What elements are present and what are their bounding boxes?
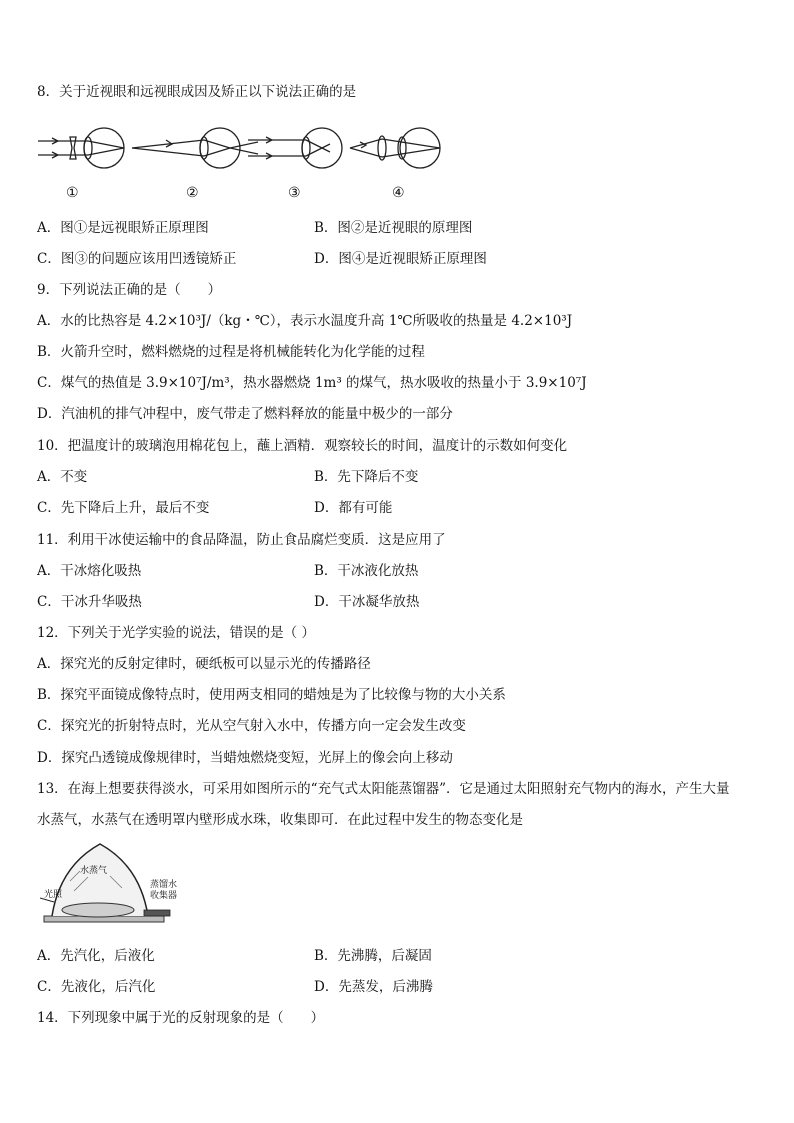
q13-stem-line2: 水蒸气，水蒸气在透明罩内壁形成水珠，收集即可．在此过程中发生的物态变化是 bbox=[37, 812, 523, 828]
eye-diagram-2 bbox=[132, 128, 258, 168]
q10-stem: 10．把温度计的玻璃泡用棉花包上，蘸上酒精．观察较长的时间，温度计的示数如何变化 bbox=[37, 438, 568, 454]
q9-option-a: A．水的比热容是 4.2×10³J/（kg・℃），表示水温度升高 1℃所吸收的热量是 4.2×10³J bbox=[37, 313, 573, 329]
figure-label-4: ④ bbox=[392, 185, 405, 201]
eye-diagram-1 bbox=[38, 128, 124, 168]
q13-stem-line1: 13．在海上想要获得淡水，可采用如图所示的“充气式太阳能蒸馏器”．它是通过太阳照射充气物内的海水，产生大量 bbox=[37, 781, 730, 797]
q9-option-d: D．汽油机的排气冲程中，废气带走了燃料释放的能量中极少的一部分 bbox=[37, 406, 453, 422]
figure-label-2: ② bbox=[186, 185, 199, 201]
q12-option-a: A．探究光的反射定律时，硬纸板可以显示光的传播路径 bbox=[37, 656, 371, 672]
q13-option-d: D．先蒸发，后沸腾 bbox=[314, 979, 433, 995]
q11-stem: 11．利用干冰使运输中的食品降温，防止食品腐烂变质．这是应用了 bbox=[37, 532, 446, 548]
q10-option-a: A．不变 bbox=[37, 469, 88, 485]
q12-option-b: B．探究平面镜成像特点时，使用两支相同的蜡烛是为了比较像与物的大小关系 bbox=[37, 687, 506, 703]
q12-stem: 12．下列关于光学实验的说法，错误的是（ ） bbox=[37, 625, 315, 641]
figure-label-collector-1: 蒸馏水 bbox=[150, 880, 178, 890]
q10-option-d: D．都有可能 bbox=[314, 500, 393, 516]
q13-option-c: C．先液化，后汽化 bbox=[37, 979, 156, 995]
q8-option-a: A．图①是远视眼矫正原理图 bbox=[37, 220, 209, 236]
figure-label-1: ① bbox=[66, 185, 79, 201]
q12-option-d: D．探究凸透镜成像规律时，当蜡烛燃烧变短，光屏上的像会向上移动 bbox=[37, 750, 453, 766]
q13-option-b: B．先沸腾，后凝固 bbox=[314, 948, 432, 964]
q9-stem: 9．下列说法正确的是（ ） bbox=[37, 282, 222, 298]
q11-option-b: B．干冰液化放热 bbox=[314, 563, 419, 579]
q9-option-c: C．煤气的热值是 3.9×10⁷J/m³，热水器燃烧 1m³ 的煤气，热水吸收的热量小于 3.9×10⁷J bbox=[37, 375, 587, 391]
q9-option-b: B．火箭升空时，燃料燃烧的过程是将机械能转化为化学能的过程 bbox=[37, 344, 425, 360]
q8-option-b: B．图②是近视眼的原理图 bbox=[314, 220, 473, 236]
q11-option-a: A．干冰熔化吸热 bbox=[37, 563, 142, 579]
q10-option-c: C．先下降后上升，最后不变 bbox=[37, 500, 210, 516]
q12-option-c: C．探究光的折射特点时，光从空气射入水中，传播方向一定会发生改变 bbox=[37, 718, 466, 734]
q8-stem: 8．关于近视眼和远视眼成因及矫正以下说法正确的是 bbox=[37, 84, 357, 100]
q8-option-c: C．图③的问题应该用凹透镜矫正 bbox=[37, 251, 237, 267]
figure-label-sunlight: 光照 bbox=[44, 890, 63, 900]
eye-diagram-figure bbox=[30, 116, 490, 186]
q8-option-d: D．图④是近视眼矫正原理图 bbox=[314, 251, 487, 267]
q10-option-b: B．先下降后不变 bbox=[314, 469, 419, 485]
eye-diagram-4 bbox=[350, 128, 440, 168]
q13-option-a: A．先汽化，后液化 bbox=[37, 948, 155, 964]
figure-label-vapor: 水蒸气 bbox=[80, 866, 108, 876]
figure-label-collector-2: 收集器 bbox=[150, 891, 178, 901]
q11-option-d: D．干冰凝华放热 bbox=[314, 594, 420, 610]
q14-stem: 14．下列现象中属于光的反射现象的是（ ） bbox=[37, 1010, 325, 1026]
eye-diagram-3 bbox=[248, 128, 342, 168]
figure-label-3: ③ bbox=[288, 185, 301, 201]
q11-option-c: C．干冰升华吸热 bbox=[37, 594, 142, 610]
